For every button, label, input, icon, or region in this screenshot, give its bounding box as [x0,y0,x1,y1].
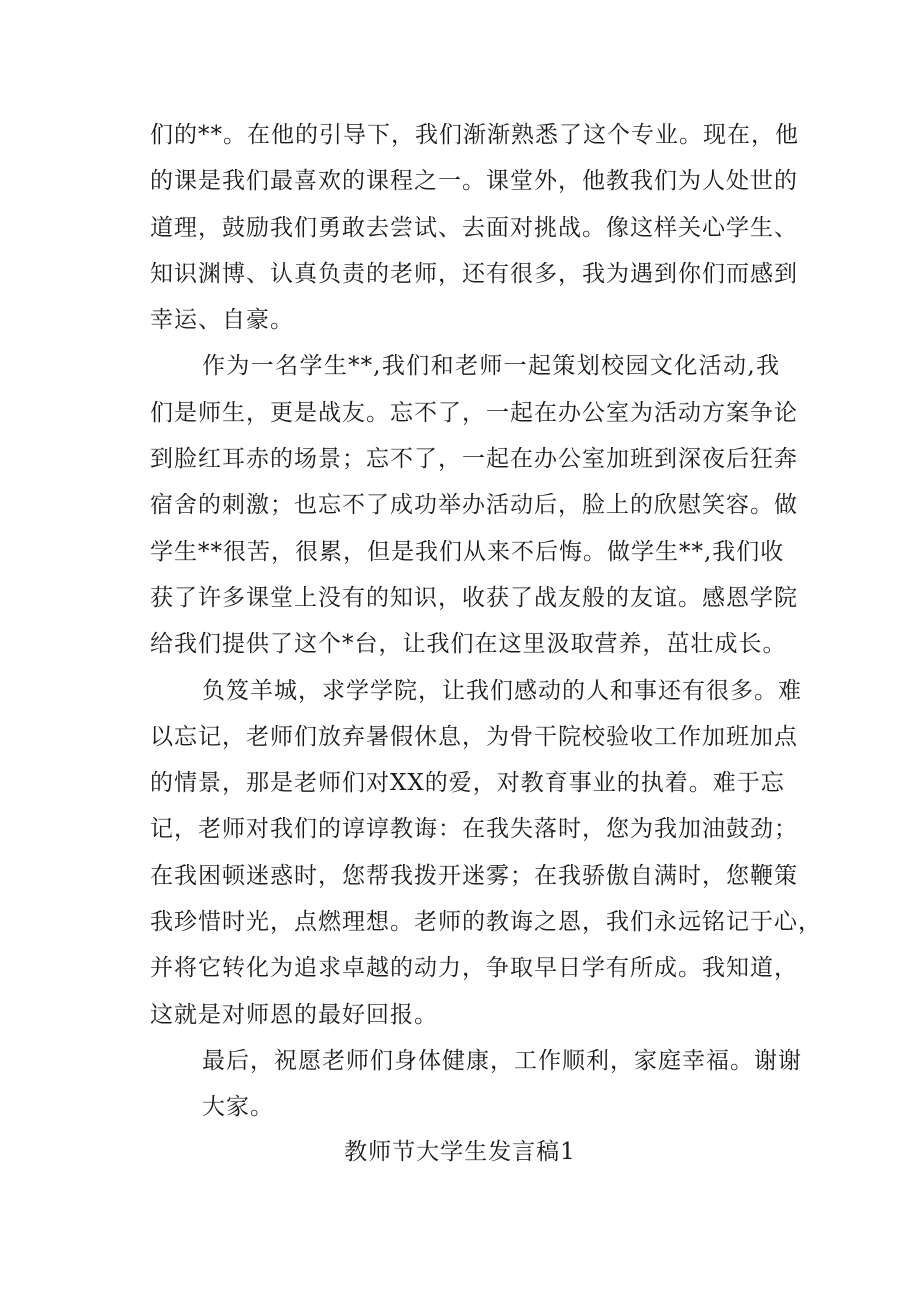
paragraph-3-line-5: 在我困顿迷惑时，您帮我拨开迷雾；在我骄傲自满时，您鞭策 [150,862,798,889]
paragraph-3-line-7: 并将它转化为追求卓越的动力，争取早日学有所成。我知道， [150,955,798,982]
paragraph-3-line-3: 的情景，那是老师们对XX的爱，对教育事业的执着。难于忘 [150,770,785,797]
paragraph-2-line-3: 到脸红耳赤的场景；忘不了，一起在办公室加班到深夜后狂奔 [150,446,798,473]
paragraph-3-line-4: 记，老师对我们的谆谆教诲：在我失落时，您为我加油鼓劲； [150,816,798,843]
paragraph-2-line-5: 学生**很苦，很累，但是我们从来不后悔。做学生**,我们收 [150,538,785,565]
paragraph-2-line-1: 作为一名学生**,我们和老师一起策划校园文化活动,我 [202,353,780,380]
paragraph-1-line-1: 们的**。在他的引导下，我们渐渐熟悉了这个专业。现在，他 [150,122,799,148]
paragraph-4-line-1: 最后，祝愿老师们身体健康，工作顺利，家庭幸福。谢谢 [202,1047,802,1074]
paragraph-2-line-4: 宿舍的刺激；也忘不了成功举办活动后，脸上的欣慰笑容。做 [150,492,798,519]
paragraph-1-line-3: 道理，鼓励我们勇敢去尝试、去面对挑战。像这样关心学生、 [150,214,798,241]
paragraph-1-line-5: 幸运、自豪。 [150,307,294,334]
paragraph-3-line-1: 负笈羊城，求学学院，让我们感动的人和事还有很多。难 [202,677,802,704]
paragraph-3-line-2: 以忘记，老师们放弃暑假休息，为骨干院校验收工作加班加点 [150,723,798,750]
paragraph-4-line-2: 大家。 [202,1094,274,1121]
paragraph-2-line-7: 给我们提供了这个*台，让我们在这里汲取营养，茁壮成长。 [150,631,787,658]
next-section-heading: 教师节大学生发言稿1 [344,1139,576,1165]
paragraph-2-line-6: 获了许多课堂上没有的知识，收获了战友般的友谊。感恩学院 [150,584,798,611]
paragraph-2-line-2: 们是师生，更是战友。忘不了，一起在办公室为活动方案争论 [150,399,798,426]
paragraph-3-line-8: 这就是对师恩的最好回报。 [150,1001,438,1028]
paragraph-1-line-4: 知识渊博、认真负责的老师，还有很多，我为遇到你们而感到 [150,260,798,287]
paragraph-1-line-2: 的课是我们最喜欢的课程之一。课堂外，他教我们为人处世的 [150,168,798,195]
speech-body [150,112,822,1131]
paragraph-3-line-6: 我珍惜时光，点燃理想。老师的教诲之恩，我们永远铭记于心， [150,909,822,936]
